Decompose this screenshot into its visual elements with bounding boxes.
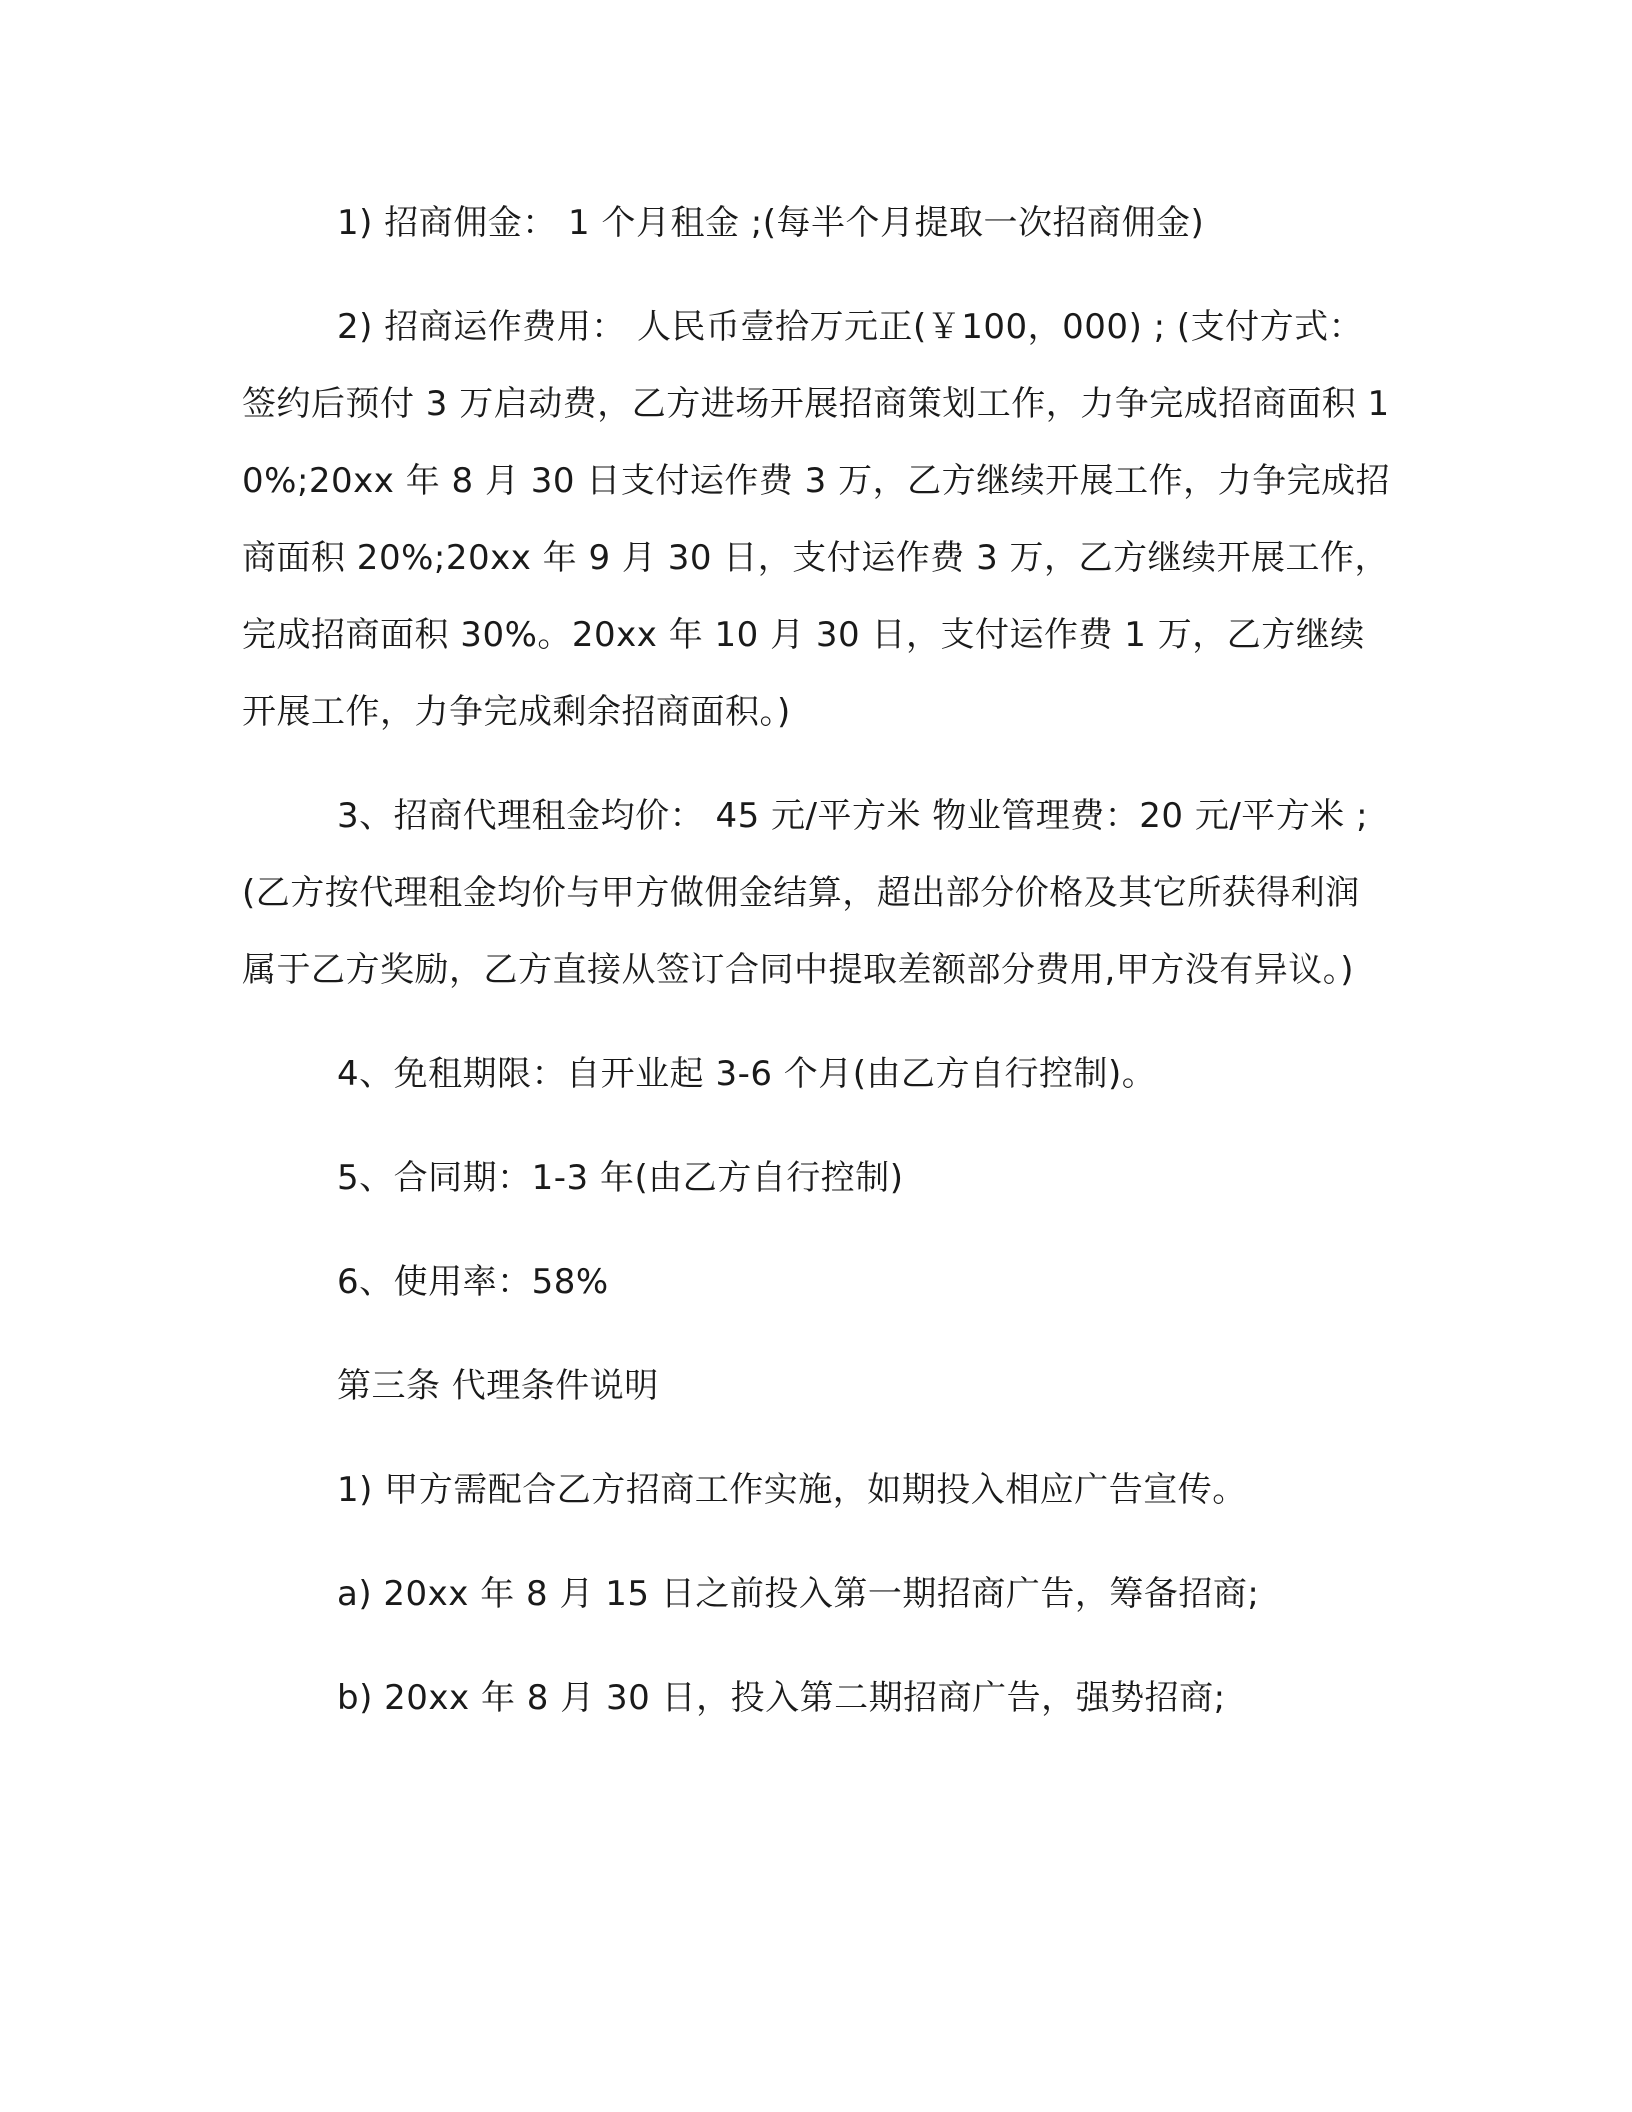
paragraph-cooperation: 1) 甲方需配合乙方招商工作实施，如期投入相应广告宣传。	[337, 1470, 1247, 1510]
paragraph-average-rent: 3、招商代理租金均价： 45 元/平方米 物业管理费：20 元/平方米 ; (乙方按代理租金均价与甲方做佣金结算，超出部分价格及其它所获得利润属于乙方奖励，乙方直接从签订合同中提取差额部分费用,甲方没有异议。)	[242, 796, 1369, 990]
paragraph-operating-fee: 2) 招商运作费用： 人民币壹拾万元正(￥100，000) ; (支付方式：签约后预付 3 万启动费，乙方进场开展招商策划工作，力争完成招商面积 10%;20xx 年 8 月 30 日支付运作费 3 万，乙方继续开展工作，力争完成招商面积 20%;20xx 年 9 月 30 日，支付运作费 3 万，乙方继续开展工作，完成招商面积 30%。20xx 年 10 月 30 日，支付运作费 1 万，乙方继续开展工作，力争完成剩余招商面积。)	[242, 307, 1391, 732]
section-heading-article-3: 第三条 代理条件说明	[337, 1366, 659, 1406]
paragraph-rent-free-period: 4、免租期限：自开业起 3-6 个月(由乙方自行控制)。	[337, 1054, 1157, 1094]
document-body	[242, 185, 1392, 1764]
paragraph-ad-phase-2: b) 20xx 年 8 月 30 日，投入第二期招商广告，强势招商;	[337, 1678, 1226, 1718]
paragraph-contract-period: 5、合同期：1-3 年(由乙方自行控制)	[337, 1158, 904, 1198]
paragraph-usage-rate: 6、使用率：58%	[337, 1262, 609, 1302]
paragraph-ad-phase-1: a) 20xx 年 8 月 15 日之前投入第一期招商广告，筹备招商;	[337, 1574, 1260, 1614]
paragraph-commission: 1) 招商佣金： 1 个月租金 ;(每半个月提取一次招商佣金)	[337, 203, 1205, 243]
